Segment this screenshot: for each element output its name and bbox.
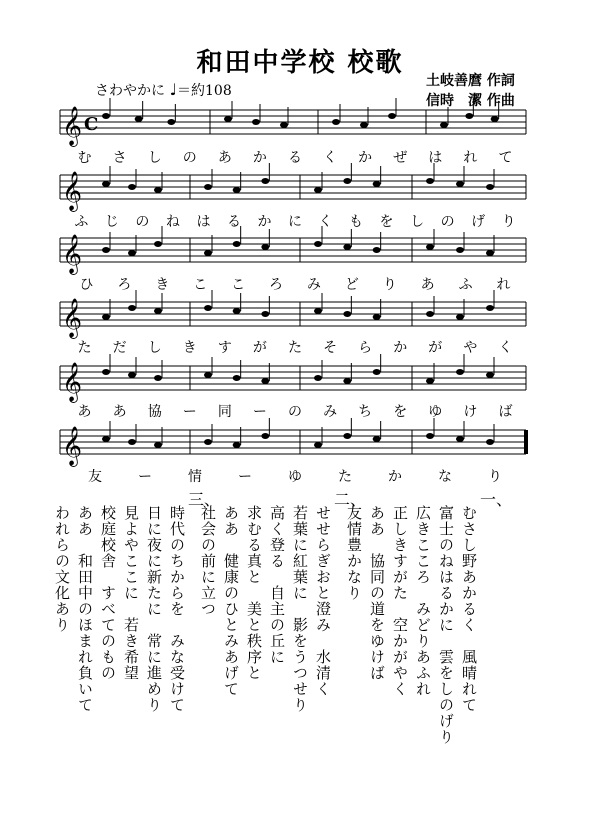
notehead bbox=[128, 250, 136, 256]
notehead bbox=[486, 305, 494, 311]
treble-clef-icon: 𝄞 bbox=[62, 234, 83, 274]
verse-line: せせらぎおと澄み 水清く bbox=[314, 505, 332, 697]
treble-clef-icon: 𝄞 bbox=[62, 298, 83, 338]
treble-clef-icon: 𝄞 bbox=[62, 426, 83, 466]
verse-line: ああ 健康のひとみあげて bbox=[222, 505, 240, 697]
lyric-syllable: り bbox=[488, 469, 502, 485]
notehead bbox=[314, 375, 322, 381]
lyric-syllable: た bbox=[288, 340, 302, 356]
staff bbox=[60, 418, 526, 467]
notehead bbox=[456, 314, 464, 320]
notehead bbox=[233, 308, 241, 314]
verse-line: われらの文化あり bbox=[53, 505, 71, 633]
lyric-syllable: が bbox=[252, 340, 267, 356]
notehead bbox=[167, 119, 175, 125]
verse-line: 時代のちからを みな受けて bbox=[168, 505, 186, 713]
verse-line: 若葉に紅葉に 影をうつせり bbox=[291, 505, 309, 713]
notehead bbox=[135, 116, 143, 122]
notehead bbox=[426, 378, 434, 384]
tempo-label: さわやかに bbox=[95, 83, 165, 99]
lyricist-credit: 土岐善麿 作詞 bbox=[426, 73, 515, 89]
notehead bbox=[373, 247, 381, 253]
composer-credit: 信時 潔 作曲 bbox=[426, 93, 515, 109]
verse-number: 二、 bbox=[334, 490, 367, 509]
notehead bbox=[204, 439, 212, 445]
lyric-syllable: り bbox=[501, 214, 516, 230]
lyric-syllable: ー bbox=[182, 404, 197, 420]
notehead bbox=[343, 178, 351, 184]
lyric-syllable: は bbox=[428, 150, 443, 166]
staff bbox=[60, 98, 526, 147]
notehead bbox=[456, 181, 464, 187]
notehead bbox=[373, 436, 381, 442]
notehead bbox=[314, 442, 322, 448]
notehead bbox=[233, 241, 241, 247]
notehead bbox=[486, 184, 494, 190]
lyric-syllable: の bbox=[288, 404, 302, 420]
lyric-line bbox=[60, 211, 530, 229]
notehead bbox=[426, 433, 434, 439]
staff bbox=[60, 354, 526, 403]
notehead bbox=[233, 442, 241, 448]
notehead bbox=[456, 436, 464, 442]
quarter-note-icon: ♩ bbox=[169, 80, 177, 99]
notehead bbox=[102, 113, 110, 119]
notehead bbox=[128, 305, 136, 311]
notehead bbox=[426, 311, 434, 317]
notehead bbox=[343, 433, 351, 439]
notehead bbox=[102, 369, 110, 375]
lyric-syllable: ゆ bbox=[288, 469, 302, 485]
lyric-syllable: し bbox=[410, 214, 425, 230]
lyric-syllable: ど bbox=[344, 277, 359, 293]
lyric-syllable: か bbox=[393, 340, 408, 356]
lyric-syllable: ひ bbox=[79, 277, 94, 293]
notehead bbox=[343, 244, 351, 250]
notehead bbox=[233, 187, 241, 193]
notehead bbox=[465, 113, 473, 119]
lyric-syllable: ら bbox=[358, 340, 373, 356]
notehead bbox=[426, 244, 434, 250]
verse-line: 求むる真と 美と秩序と bbox=[245, 505, 263, 681]
lyric-syllable: か bbox=[388, 469, 402, 485]
lyric-syllable: そ bbox=[323, 340, 338, 356]
lyric-line bbox=[60, 274, 530, 292]
lyric-syllable: き bbox=[182, 340, 197, 356]
tempo-value: ＝約108 bbox=[177, 83, 232, 99]
notehead bbox=[314, 187, 322, 193]
lyric-syllable: す bbox=[217, 340, 232, 356]
lyric-syllable: の bbox=[135, 214, 150, 230]
verse-line: ああ 和田中のほまれ負いて bbox=[76, 505, 94, 713]
notehead bbox=[426, 178, 434, 184]
lyric-line bbox=[60, 401, 530, 419]
verse-line: ああ 協同の道をゆけば bbox=[368, 505, 386, 681]
verse-line: 広きこころ みどりあふれ bbox=[414, 505, 432, 697]
notehead bbox=[102, 314, 110, 320]
lyric-syllable: に bbox=[288, 214, 302, 230]
treble-clef-icon: 𝄞 bbox=[62, 171, 83, 211]
notehead bbox=[486, 250, 494, 256]
lyric-syllable: や bbox=[463, 340, 478, 356]
notehead bbox=[154, 241, 162, 247]
verse-line: むさし野あかるく 風晴れて bbox=[460, 505, 478, 713]
notehead bbox=[102, 247, 110, 253]
lyric-syllable: あ bbox=[77, 404, 92, 420]
verse-number: 三、 bbox=[188, 490, 221, 509]
notehead bbox=[154, 187, 162, 193]
verse-line: 社会の前に立つ bbox=[199, 505, 217, 617]
notehead bbox=[314, 241, 322, 247]
lyric-syllable: け bbox=[463, 404, 478, 420]
verse-line: 日に夜に新たに 常に進めり bbox=[145, 505, 163, 713]
lyric-syllable: を bbox=[393, 404, 408, 420]
lyric-syllable: ち bbox=[358, 404, 373, 420]
notehead bbox=[261, 244, 269, 250]
notehead bbox=[102, 181, 110, 187]
lyric-syllable: ふ bbox=[458, 277, 473, 293]
lyric-syllable: ゆ bbox=[428, 404, 443, 420]
lyric-syllable: く bbox=[318, 214, 333, 230]
lyric-syllable: を bbox=[379, 214, 394, 230]
verse-number: 一、 bbox=[480, 490, 513, 509]
lyric-syllable: し bbox=[147, 150, 162, 166]
lyric-syllable: ふ bbox=[74, 214, 89, 230]
lyric-syllable: げ bbox=[471, 214, 486, 230]
notehead bbox=[102, 436, 110, 442]
notehead bbox=[204, 250, 212, 256]
lyric-syllable: れ bbox=[496, 277, 511, 293]
lyric-syllable: こ bbox=[193, 277, 208, 293]
notehead bbox=[233, 375, 241, 381]
notehead bbox=[128, 184, 136, 190]
notehead bbox=[154, 308, 162, 314]
notehead bbox=[440, 122, 448, 128]
notehead bbox=[343, 378, 351, 384]
lyric-syllable: だ bbox=[112, 340, 127, 356]
notehead bbox=[486, 372, 494, 378]
notehead bbox=[491, 116, 499, 122]
notehead bbox=[261, 178, 269, 184]
lyric-syllable: 友 bbox=[88, 469, 102, 485]
lyric-syllable: ー bbox=[252, 404, 267, 420]
verse-line: 高く登る 自主の丘に bbox=[268, 505, 286, 665]
lyric-syllable: ね bbox=[165, 214, 180, 230]
lyric-syllable: る bbox=[226, 214, 241, 230]
verse-line: 校庭校舎 すべてのもの bbox=[99, 505, 117, 681]
lyric-syllable: れ bbox=[463, 150, 478, 166]
staff bbox=[60, 163, 526, 212]
notehead bbox=[343, 311, 351, 317]
lyric-syllable: た bbox=[338, 469, 352, 485]
notehead bbox=[280, 122, 288, 128]
lyric-syllable: も bbox=[349, 214, 364, 230]
verse bbox=[342, 505, 480, 795]
notehead bbox=[486, 439, 494, 445]
lyric-syllable: か bbox=[257, 214, 272, 230]
lyric-syllable: ろ bbox=[269, 277, 284, 293]
lyric-syllable: あ bbox=[112, 404, 127, 420]
verse-line: 富士のねはるかに 雲をしのげり bbox=[437, 505, 455, 745]
lyric-line bbox=[60, 337, 530, 355]
verse-line: 友情豊かなり bbox=[345, 505, 363, 601]
time-signature-icon: C bbox=[84, 114, 99, 135]
lyric-syllable: み bbox=[323, 404, 338, 420]
lyric-syllable: ー bbox=[138, 469, 152, 485]
lyric-syllable: か bbox=[358, 150, 373, 166]
notehead bbox=[456, 369, 464, 375]
lyric-syllable: 協 bbox=[147, 404, 162, 420]
lyric-syllable: の bbox=[182, 150, 197, 166]
lyric-syllable: り bbox=[382, 277, 397, 293]
lyric-syllable: る bbox=[288, 150, 302, 166]
lyric-syllable: く bbox=[498, 340, 513, 356]
lyric-syllable: な bbox=[438, 469, 452, 485]
lyric-syllable: ぜ bbox=[393, 150, 408, 166]
staff bbox=[60, 290, 526, 339]
lyric-syllable: さ bbox=[112, 150, 127, 166]
notehead bbox=[204, 305, 212, 311]
lyric-syllable: て bbox=[498, 150, 513, 166]
lyric-syllable: ー bbox=[238, 469, 252, 485]
lyric-syllable: こ bbox=[231, 277, 246, 293]
notehead bbox=[224, 116, 232, 122]
notehead bbox=[154, 442, 162, 448]
notehead bbox=[128, 372, 136, 378]
lyric-syllable: 同 bbox=[217, 404, 232, 420]
lyric-syllable: ろ bbox=[117, 277, 132, 293]
verse bbox=[50, 505, 188, 795]
verse-line: 正しきすがた 空かがやく bbox=[391, 505, 409, 697]
notehead bbox=[373, 181, 381, 187]
notehead bbox=[261, 378, 269, 384]
lyric-syllable: の bbox=[440, 214, 455, 230]
staff bbox=[60, 226, 526, 275]
page-title: 和田中学校 校歌 bbox=[196, 48, 404, 78]
lyric-syllable: が bbox=[428, 340, 443, 356]
notehead bbox=[314, 308, 322, 314]
notehead bbox=[332, 119, 340, 125]
notehead bbox=[456, 247, 464, 253]
lyric-syllable: し bbox=[147, 340, 162, 356]
notehead bbox=[388, 113, 396, 119]
lyric-syllable: は bbox=[196, 214, 211, 230]
verse bbox=[196, 505, 334, 795]
lyric-syllable: か bbox=[252, 150, 267, 166]
lyric-syllable: 情 bbox=[188, 469, 202, 485]
lyric-syllable: あ bbox=[420, 277, 435, 293]
treble-clef-icon: 𝄞 bbox=[62, 362, 83, 402]
notehead bbox=[154, 375, 162, 381]
lyric-syllable: じ bbox=[104, 214, 119, 230]
notehead bbox=[204, 372, 212, 378]
notehead bbox=[373, 369, 381, 375]
lyric-syllable: ば bbox=[498, 404, 513, 420]
lyric-syllable: み bbox=[306, 277, 321, 293]
notehead bbox=[128, 439, 136, 445]
lyric-syllable: む bbox=[77, 150, 92, 166]
lyric-syllable: あ bbox=[217, 150, 232, 166]
notehead bbox=[360, 122, 368, 128]
lyric-syllable: く bbox=[323, 150, 338, 166]
lyric-syllable: た bbox=[77, 340, 92, 356]
lyric-line bbox=[60, 466, 530, 484]
treble-clef-icon: 𝄞 bbox=[62, 106, 83, 146]
notehead bbox=[204, 184, 212, 190]
lyric-line bbox=[60, 147, 530, 165]
verse-line: 見よやここに 若き希望 bbox=[122, 505, 140, 681]
lyric-syllable: き bbox=[155, 277, 170, 293]
notehead bbox=[261, 433, 269, 439]
notehead bbox=[261, 311, 269, 317]
notehead bbox=[252, 119, 260, 125]
notehead bbox=[373, 314, 381, 320]
